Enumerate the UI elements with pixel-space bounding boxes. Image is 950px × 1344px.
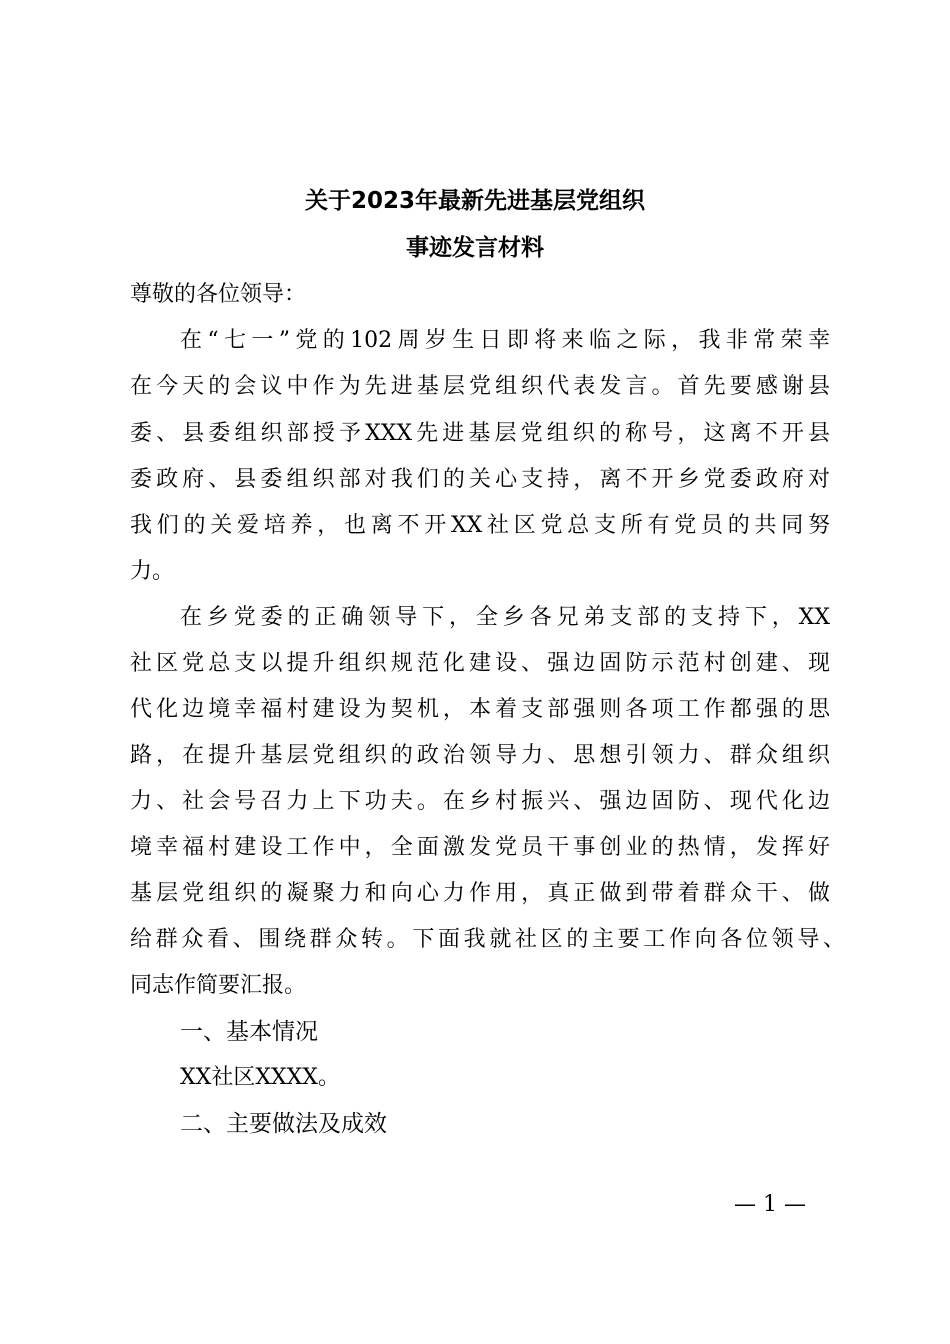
paragraph-2-line-7: 基层党组织的凝聚力和向心力作用，真正做到带着群众干、做	[130, 881, 830, 906]
paragraph-1-line-5: 我们的关爱培养，也离不开XX社区党总支所有党员的共同努	[130, 513, 830, 538]
paragraph-2-line-5: 力、社会号召力上下功夫。在乡村振兴、强边固防、现代化边	[130, 789, 830, 814]
paragraph-2-line-3: 代化边境幸福村建设为契机，本着支部强则各项工作都强的思	[130, 697, 830, 722]
paragraph-1-line-1: 在“七一”党的102周岁生日即将来临之际，我非常荣幸	[180, 328, 830, 353]
document-title-line-2: 事迹发言材料	[406, 235, 544, 261]
salutation: 尊敬的各位领导：	[130, 282, 307, 307]
page-number: — 1 —	[734, 1192, 806, 1217]
paragraph-2-line-2: 社区党总支以提升组织规范化建设、强边固防示范村创建、现	[130, 651, 830, 676]
paragraph-1-line-2: 在今天的会议中作为先进基层党组织代表发言。首先要感谢县	[130, 374, 830, 399]
section-1-text: XX社区XXXX。	[180, 1065, 340, 1090]
section-1-heading: 一、基本情况	[180, 1019, 318, 1045]
document-title-line-1: 关于2023年最新先进基层党组织	[304, 188, 645, 214]
paragraph-1-line-3: 委、县委组织部授予XXX先进基层党组织的称号，这离不开县	[130, 421, 830, 446]
paragraph-1-line-6: 力。	[130, 559, 175, 584]
paragraph-2-line-4: 路，在提升基层党组织的政治领导力、思想引领力、群众组织	[130, 743, 830, 768]
paragraph-2-line-6: 境幸福村建设工作中，全面激发党员干事创业的热情，发挥好	[130, 835, 830, 860]
paragraph-2-line-1: 在乡党委的正确领导下，全乡各兄弟支部的支持下，XX	[180, 605, 830, 630]
section-2-heading: 二、主要做法及成效	[180, 1111, 387, 1137]
paragraph-2-line-8: 给群众看、围绕群众转。下面我就社区的主要工作向各位领导、	[130, 927, 845, 952]
paragraph-2-line-9: 同志作简要汇报。	[130, 973, 307, 998]
paragraph-1-line-4: 委政府、县委组织部对我们的关心支持，离不开乡党委政府对	[130, 467, 830, 492]
